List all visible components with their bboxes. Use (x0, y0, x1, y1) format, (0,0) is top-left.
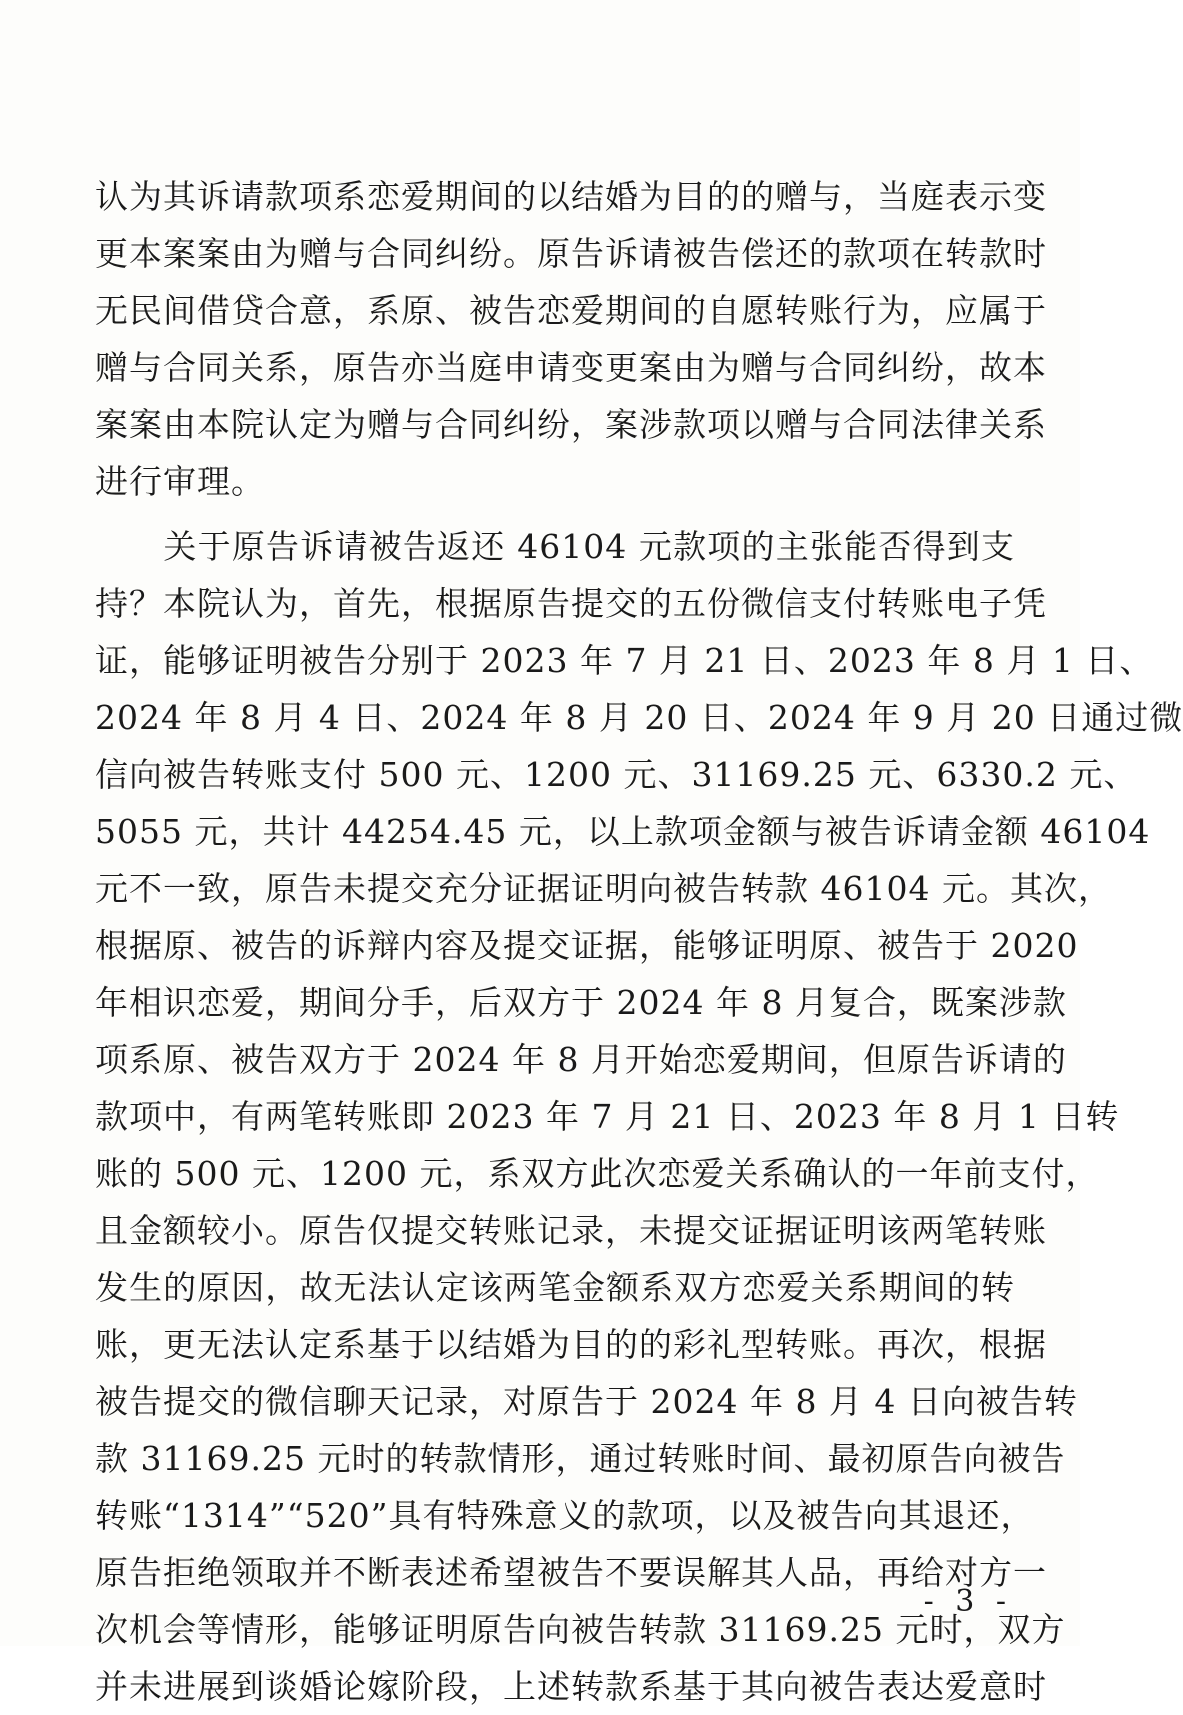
paragraph-line: 款 31169.25 元时的转款情形，通过转账时间、最初原告向被告 (95, 1439, 1066, 1478)
document-body (95, 168, 1183, 1715)
paragraph-line: 赠与合同关系，原告亦当庭申请变更案由为赠与合同纠纷，故本 (95, 348, 1047, 387)
paragraph-line: 原告拒绝领取并不断表述希望被告不要误解其人品，再给对方一 (95, 1553, 1047, 1592)
paragraph-line: 账的 500 元、1200 元，系双方此次恋爱关系确认的一年前支付， (95, 1154, 1100, 1193)
paragraph-line: 2024 年 8 月 4 日、2024 年 8 月 20 日、2024 年 9 月 20 日通过微 (95, 698, 1183, 737)
paragraph-line: 且金额较小。原告仅提交转账记录，未提交证据证明该两笔转账 (95, 1211, 1047, 1250)
paragraph-line: 发生的原因，故无法认定该两笔金额系双方恋爱关系期间的转 (95, 1268, 1015, 1307)
paragraph-gap (95, 510, 1015, 518)
paragraph-line: 进行审理。 (95, 462, 265, 501)
paragraph-1 (95, 168, 1047, 510)
paragraph-line: 5055 元，共计 44254.45 元，以上款项金额与被告诉请金额 46104 (95, 812, 1151, 851)
paragraph-2 (95, 518, 1183, 1715)
paragraph-line: 次机会等情形，能够证明原告向被告转款 31169.25 元时，双方 (95, 1610, 1066, 1649)
paragraph-line: 认为其诉请款项系恋爱期间的以结婚为目的的赠与，当庭表示变 (95, 177, 1047, 216)
paragraph-line: 并未进展到谈婚论嫁阶段，上述转款系基于其向被告表达爱意时 (95, 1667, 1047, 1706)
paragraph-line: 年相识恋爱，期间分手，后双方于 2024 年 8 月复合，既案涉款 (95, 983, 1067, 1022)
paragraph-line: 持？本院认为，首先，根据原告提交的五份微信支付转账电子凭 (95, 584, 1047, 623)
paragraph-line: 转账“1314”“520”具有特殊意义的款项，以及被告向其退还， (95, 1496, 1035, 1535)
paragraph-line: 无民间借贷合意，系原、被告恋爱期间的自愿转账行为，应属于 (95, 291, 1047, 330)
paragraph-line: 被告提交的微信聊天记录，对原告于 2024 年 8 月 4 日向被告转 (95, 1382, 1078, 1421)
page-number: - 3 - (923, 1584, 1012, 1619)
paragraph-line: 案案由本院认定为赠与合同纠纷，案涉款项以赠与合同法律关系 (95, 405, 1047, 444)
paragraph-line: 元不一致，原告未提交充分证据证明向被告转款 46104 元。其次， (95, 869, 1112, 908)
paragraph-line: 关于原告诉请被告返还 46104 元款项的主张能否得到支 (95, 527, 1015, 566)
paragraph-line: 证，能够证明被告分别于 2023 年 7 月 21 日、2023 年 8 月 1 日、 (95, 641, 1154, 680)
paragraph-line: 根据原、被告的诉辩内容及提交证据，能够证明原、被告于 2020 (95, 926, 1079, 965)
paragraph-line: 信向被告转账支付 500 元、1200 元、31169.25 元、6330.2 元、 (95, 755, 1138, 794)
paragraph-line: 款项中，有两笔转账即 2023 年 7 月 21 日、2023 年 8 月 1 日转 (95, 1097, 1120, 1136)
paragraph-line: 项系原、被告双方于 2024 年 8 月开始恋爱期间，但原告诉请的 (95, 1040, 1067, 1079)
paragraph-line: 账，更无法认定系基于以结婚为目的的彩礼型转账。再次，根据 (95, 1325, 1047, 1364)
paragraph-line: 更本案案由为赠与合同纠纷。原告诉请被告偿还的款项在转款时 (95, 234, 1047, 273)
